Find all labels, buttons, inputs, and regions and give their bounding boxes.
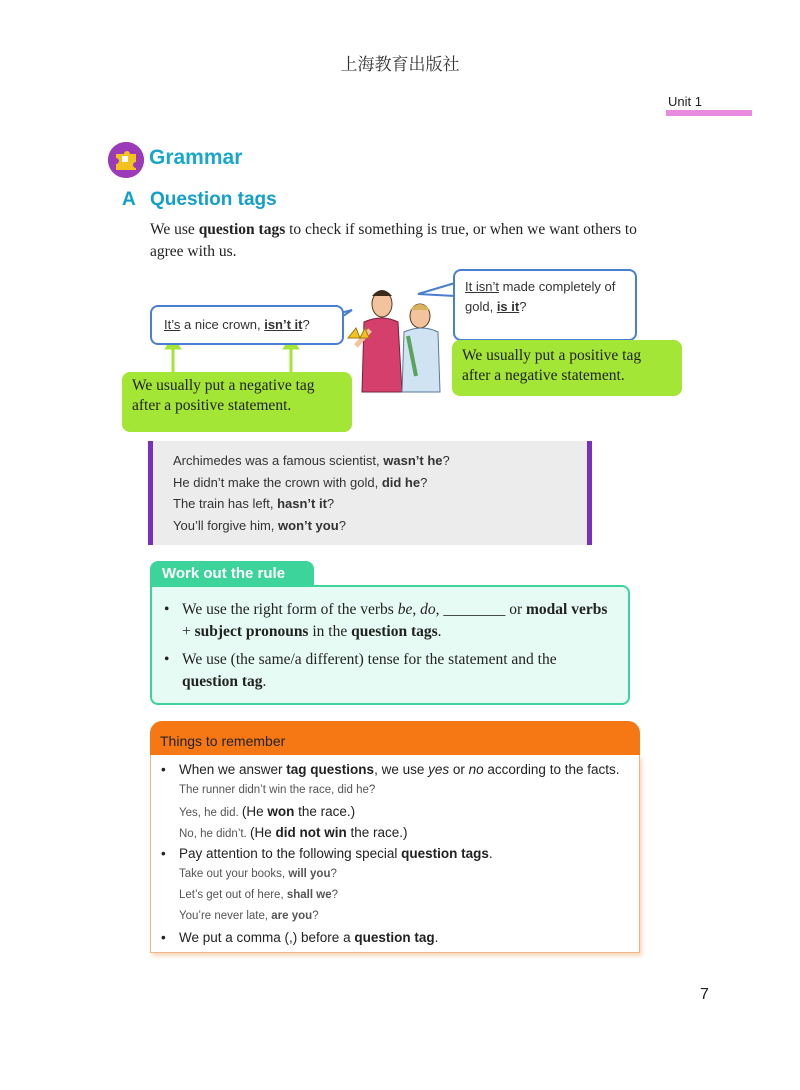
remember-example: Yes, he did. (He won the race.) bbox=[179, 804, 356, 819]
example-line: He didn’t make the crown with gold, did he? bbox=[173, 474, 428, 490]
things-to-remember-box bbox=[150, 755, 640, 953]
page-number: 7 bbox=[700, 986, 709, 1003]
intro-paragraph: We use question tags to check if something is true, or when we want others to agree with us. bbox=[150, 221, 637, 260]
speech-bubble-right: It isn’t made completely of gold, is it? bbox=[453, 269, 637, 341]
subsection-letter: A bbox=[122, 189, 136, 210]
publisher-header: 上海教育出版社 bbox=[340, 55, 460, 75]
remember-item: • Pay attention to the following special question tags. bbox=[161, 846, 493, 861]
remember-example: No, he didn’t. (He did not win the race.) bbox=[179, 825, 408, 840]
section-title: Grammar bbox=[149, 146, 243, 169]
remember-example: You’re never late, are you? bbox=[179, 910, 319, 922]
remember-item: • We put a comma (,) before a question tag. bbox=[161, 930, 439, 945]
work-out-rule-box bbox=[150, 585, 630, 705]
speech-bubble-left: It’s a nice crown, isn’t it? bbox=[150, 305, 344, 345]
things-to-remember-header: Things to remember bbox=[150, 721, 640, 755]
remember-example: Let’s get out of here, shall we? bbox=[179, 889, 338, 901]
subsection-title: Question tags bbox=[150, 189, 277, 210]
remember-example: The runner didn’t win the race, did he? bbox=[179, 784, 376, 796]
rule-item: • We use the right form of the verbs be, do, ________ or modal verbs + subject pronouns in the question tags. bbox=[164, 601, 608, 640]
example-line: You’ll forgive him, won’t you? bbox=[173, 517, 346, 533]
example-line: Archimedes was a famous scientist, wasn’t he? bbox=[173, 453, 450, 468]
work-out-rule-tab: Work out the rule bbox=[150, 561, 314, 587]
examples-box bbox=[148, 441, 592, 545]
two-men-illustration bbox=[348, 290, 440, 392]
unit-label: Unit 1 bbox=[668, 94, 702, 109]
example-line: The train has left, hasn’t it? bbox=[173, 496, 335, 511]
remember-item: • When we answer tag questions, we use yes or no according to the facts. bbox=[161, 762, 620, 777]
note-positive-tag: We usually put a positive tag after a negative statement. bbox=[452, 340, 682, 396]
rule-item: • We use (the same/a different) tense for the statement and the question tag. bbox=[164, 651, 557, 690]
note-negative-tag: We usually put a negative tag after a positive statement. bbox=[122, 372, 352, 432]
remember-example: Take out your books, will you? bbox=[179, 868, 337, 880]
